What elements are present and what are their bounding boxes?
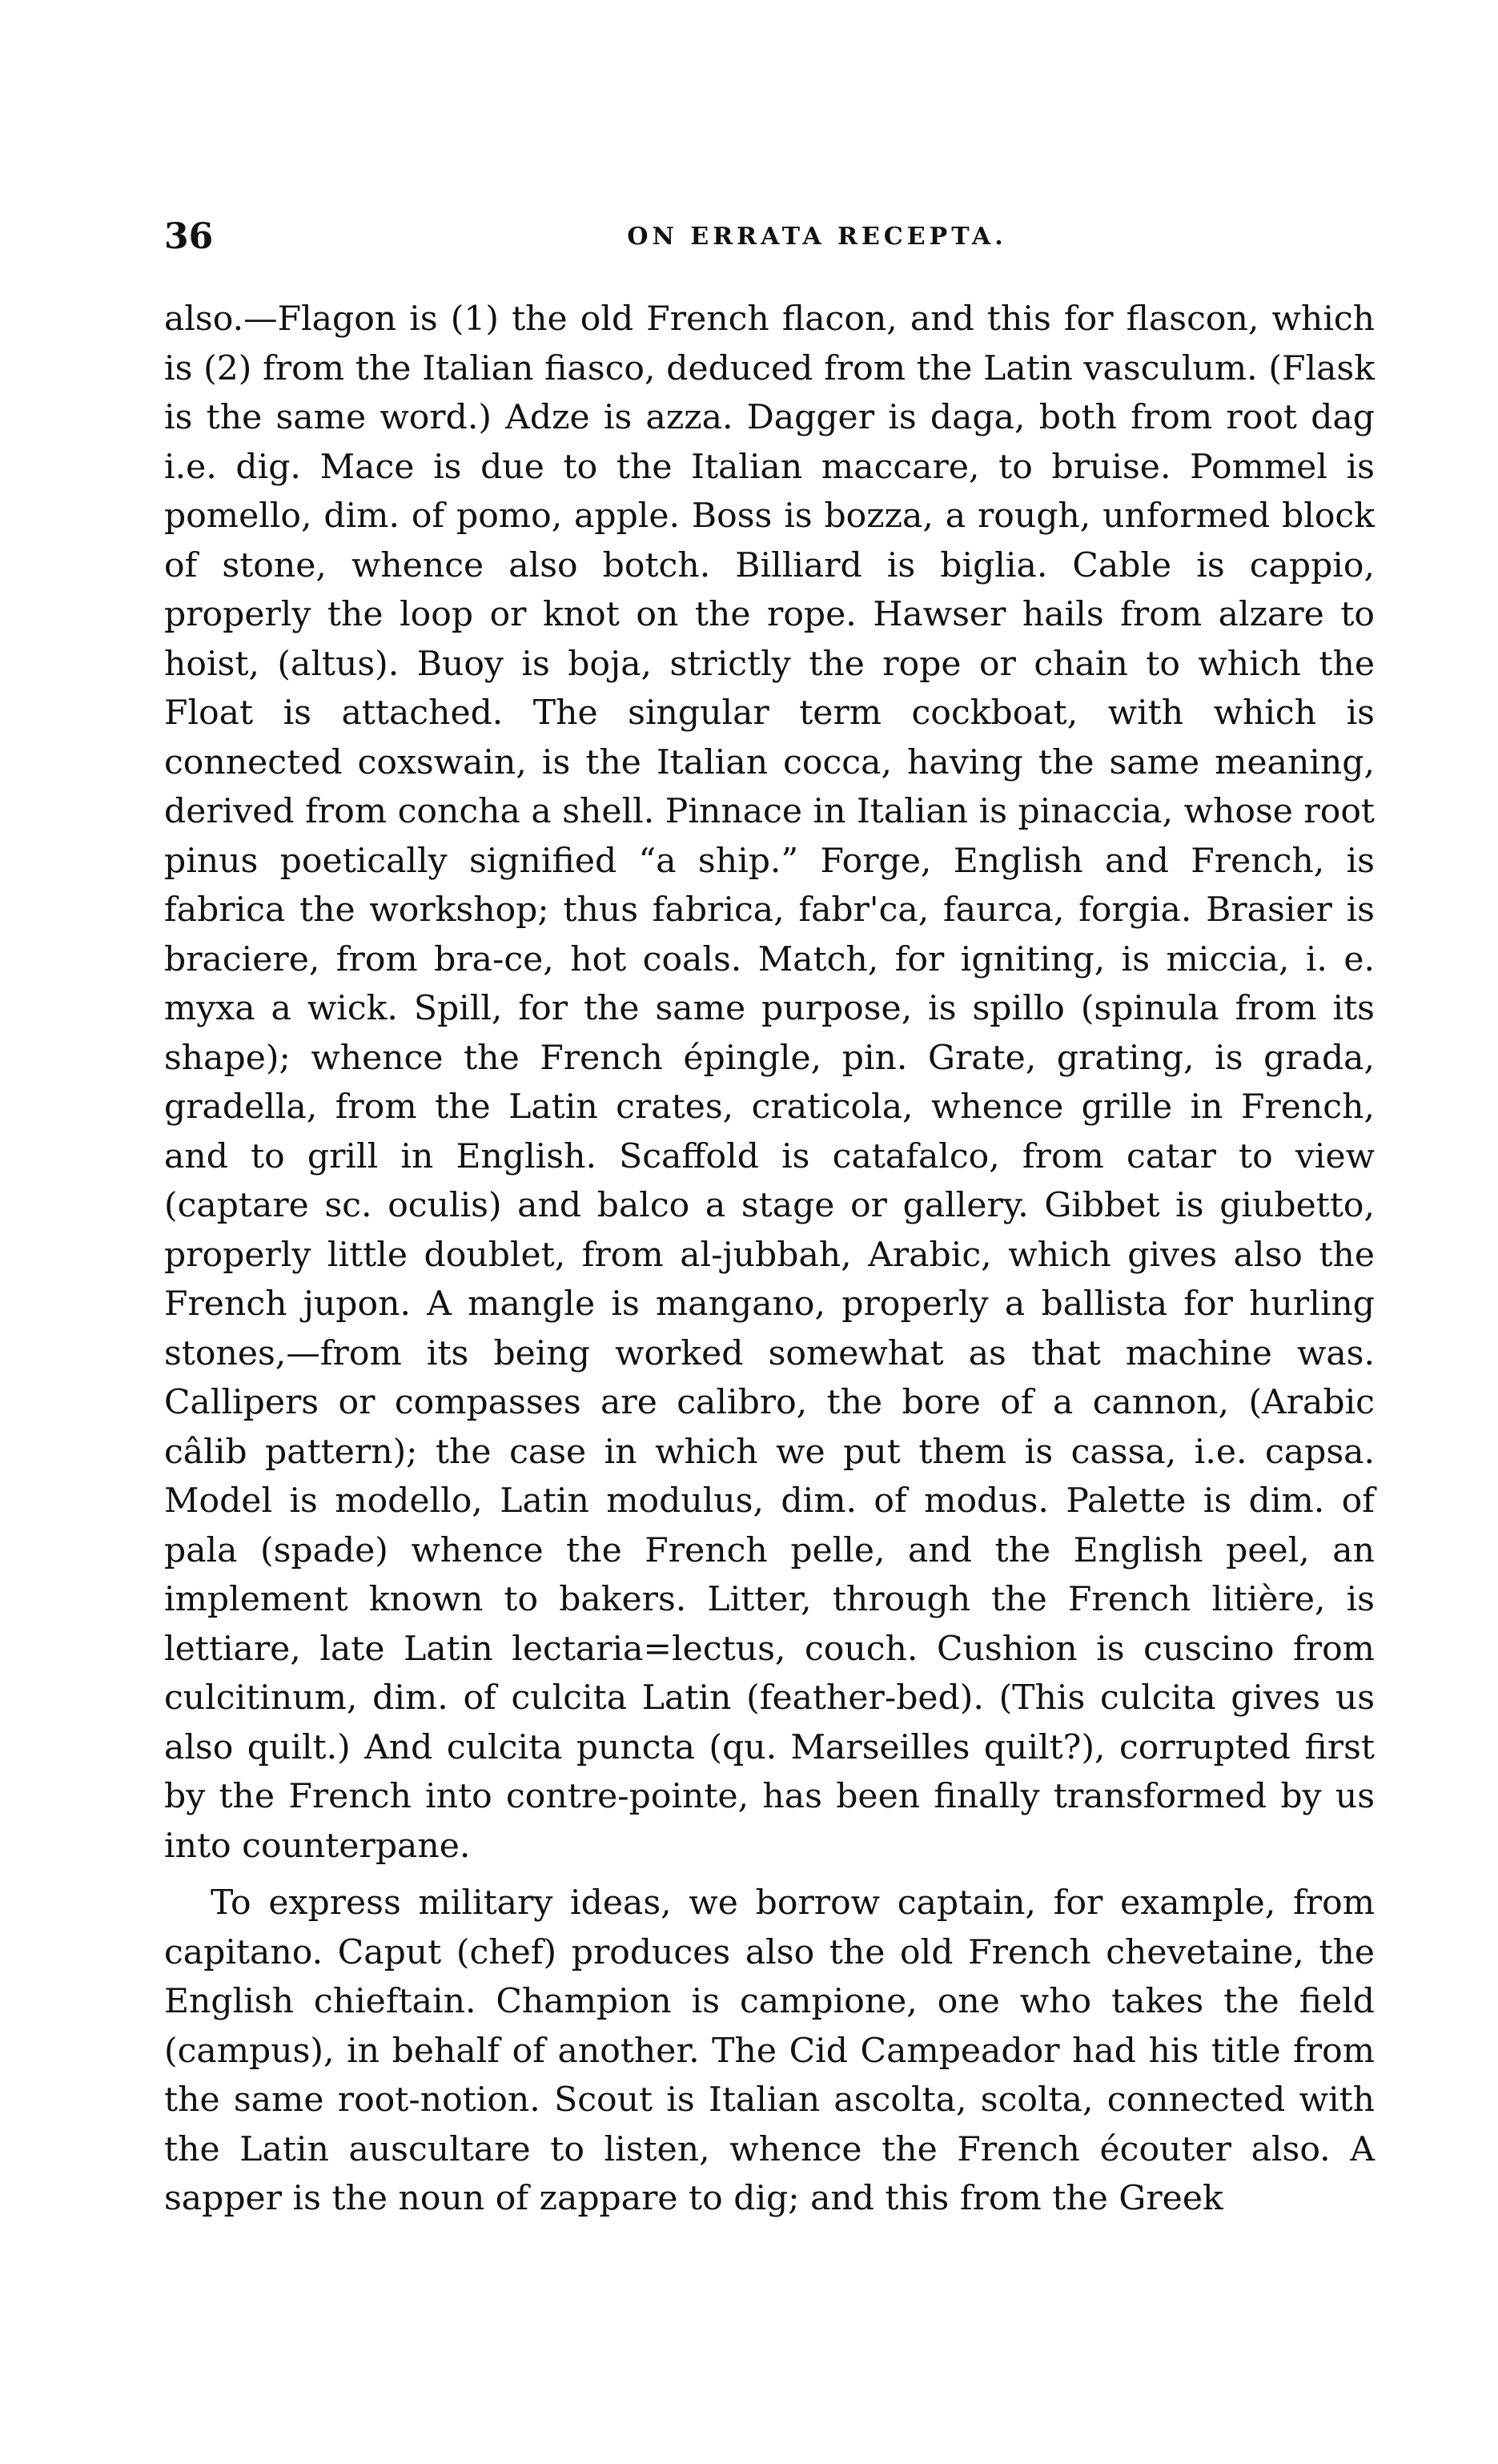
page-number: 36 <box>164 216 214 257</box>
running-title: ON ERRATA RECEPTA. <box>627 223 1007 251</box>
body-text <box>164 295 1375 2224</box>
paragraph: To express military ideas, we borrow captain, for example, from capitano. Caput (chef) produces also the old French chevetaine, the English chieftain. Champion is campione, one who takes the field (campus), in behalf of another. The Cid Campeador had his title from the same root-notion. Scout is Italian ascolta, scolta, connected with the Latin auscultare to listen, whence the French écouter also. A sapper is the noun of zappare to dig; and this from the Greek <box>164 1883 1375 2218</box>
paragraph: also.—Flagon is (1) the old French flacon, and this for flascon, which is (2) from the Italian fiasco, deduced from the Latin vasculum. (Flask is the same word.) Adze is azza. Dagger is daga, both from root dag i.e. dig. Mace is due to the Italian maccare, to bruise. Pommel is pomello, dim. of pomo, apple. Boss is bozza, a rough, unformed block of stone, whence also botch. Billiard is biglia. Cable is cappio, properly the loop or knot on the rope. Hawser hails from alzare to hoist, (altus). Buoy is boja, strictly the rope or chain to which the Float is attached. The singular term cockboat, with which is connected coxswain, is the Italian cocca, having the same meaning, derived from concha a shell. Pinnace in Italian is pinaccia, whose root pinus poetically signified “a ship.” Forge, English and French, is fabrica the workshop; thus fabrica, fabr'ca, faurca, forgia. Brasier is braciere, from bra-ce, hot coals. Match, for igniting, is miccia, i. e. myxa a wick. Spill, for the same purpose, is spillo (spinula from its shape); whence the French épingle, pin. Grate, grating, is grada, gradella, from the Latin crates, craticola, whence grille in French, and to grill in English. Scaffold is catafalco, from catar to view (captare sc. oculis) and balco a stage or gallery. Gibbet is giubetto, properly little doublet, from al-jubbah, Arabic, which gives also the French jupon. A mangle is mangano, properly a ballista for hurling stones,—from its being worked somewhat as that machine was. Callipers or compasses are calibro, the bore of a cannon, (Arabic câlib pattern); the case in which we put them is cassa, i.e. capsa. Model is modello, Latin modulus, dim. of modus. Palette is dim. of pala (spade) whence the French pelle, and the English peel, an implement known to bakers. Litter, through the French litière, is lettiare, late Latin lectaria=lectus, couch. Cushion is cuscino from culcitinum, dim. of culcita Latin (feather-bed). (This culcita gives us also quilt.) And culcita puncta (qu. Marseilles quilt?), corrupted first by the French into contre-pointe, has been finally transformed by us into counterpane. <box>164 299 1375 1866</box>
running-head <box>164 216 1374 264</box>
